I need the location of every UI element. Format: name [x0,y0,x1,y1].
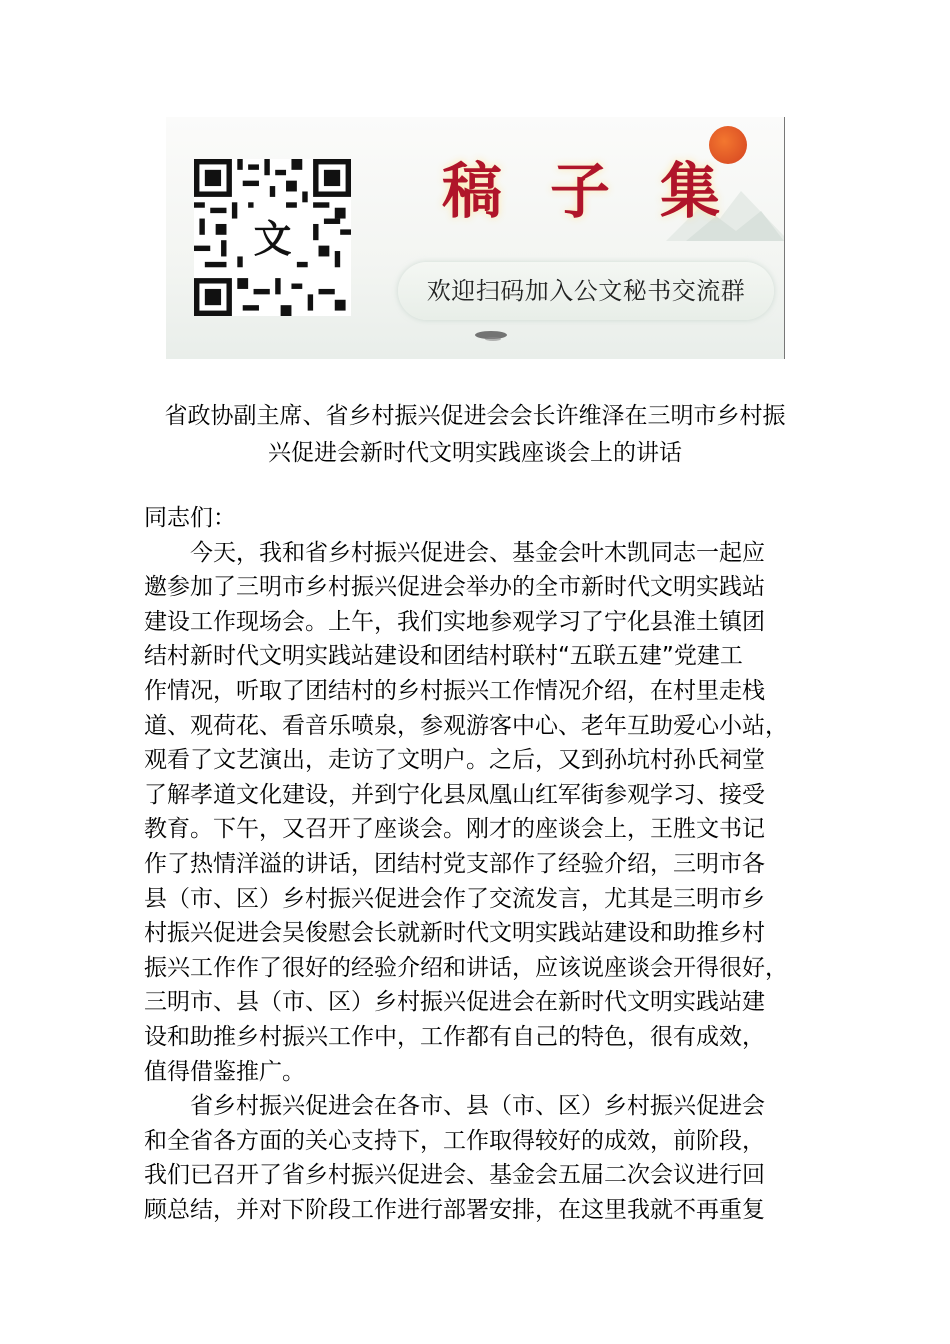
body-line: 作情况，听取了团结村的乡村振兴工作情况介绍，在村里走栈 [144,677,765,704]
banner-image [166,117,785,359]
body-line: 村振兴促进会吴俊慰会长就新时代文明实践站建设和助推乡村 [144,920,765,947]
body-line: 振兴工作作了很好的经验介绍和讲话，应该说座谈会开得很好， [144,954,788,981]
welcome-bar [398,262,774,320]
body-line: 作了热情洋溢的讲话，团结村党支部作了经验介绍，三明市各 [144,850,765,877]
body-line: 省乡村振兴促进会在各市、县（市、区）乡村振兴促进会 [144,1093,765,1120]
body-line: 邀参加了三明市乡村振兴促进会举办的全市新时代文明实践站 [144,574,765,601]
ink-decoration [471,325,511,345]
brand-title-char: 稿 [442,157,502,227]
body-line: 建设工作现场会。上午，我们实地参观学习了宁化县淮土镇团 [144,608,765,635]
qr-code [194,159,351,316]
body-line: 值得借鉴推广。 [144,1058,305,1085]
document-title [140,398,810,472]
body-line: 和全省各方面的关心支持下，工作取得较好的成效，前阶段， [144,1127,765,1154]
body-line: 设和助推乡村振兴工作中，工作都有自己的特色，很有成效， [144,1023,765,1050]
body-line: 县（市、区）乡村振兴促进会作了交流发言，尤其是三明市乡 [144,885,765,912]
body-line: 顾总结，并对下阶段工作进行部署安排，在这里我就不再重复 [144,1196,765,1223]
body-line: 教育。下午，又召开了座谈会。刚才的座谈会上，王胜文书记 [144,816,765,843]
body-line: 同志们： [144,505,236,531]
welcome-text: 欢迎扫码加入公文秘书交流群 [426,277,746,305]
document-body [144,501,806,1227]
title-line: 兴促进会新时代文明实践座谈会上的讲话 [268,440,682,466]
body-line: 我们已召开了省乡村振兴促进会、基金会五届二次会议进行回 [144,1162,765,1189]
title-line: 省政协副主席、省乡村振兴促进会会长许维泽在三明市乡村振 [164,403,786,429]
body-line: 了解孝道文化建设，并到宁化县凤凰山红军街参观学习、接受 [144,781,765,808]
body-line: 观看了文艺演出，走访了文明户。之后，又到孙坑村孙氏祠堂 [144,747,765,774]
brand-title-char: 集 [660,157,720,227]
body-line: 道、观荷花、看音乐喷泉，参观游客中心、老年互助爱心小站， [144,712,788,739]
brand-title [428,139,738,239]
brand-title-char: 子 [550,157,610,227]
body-line: 今天，我和省乡村振兴促进会、基金会叶木凯同志一起应 [144,539,765,566]
body-line: 结村新时代文明实践站建设和团结村联村“五联五建”党建工 [144,643,743,670]
qr-center-glyph: 文 [253,216,292,262]
body-line: 三明市、县（市、区）乡村振兴促进会在新时代文明实践站建 [144,989,765,1016]
